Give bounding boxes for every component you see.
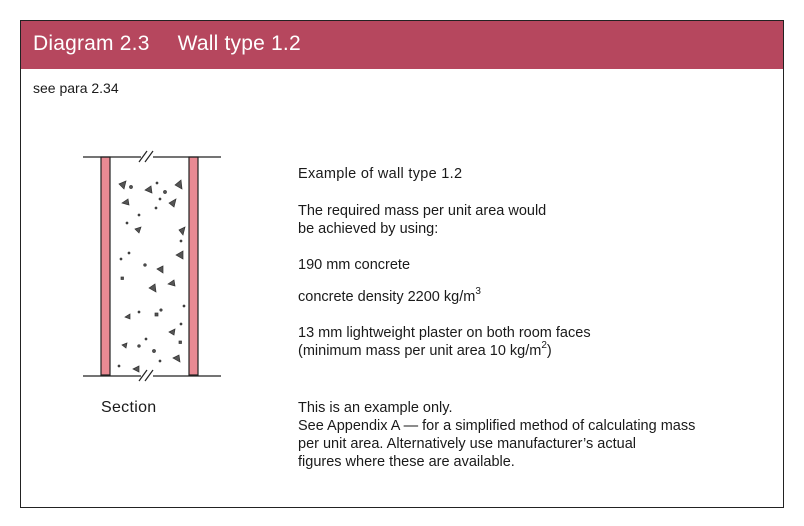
diagram-title: Wall type 1.2 [177, 32, 301, 55]
plaster-line-1: 13 mm lightweight plaster on both room faces [298, 325, 591, 341]
disclaimer-line-4: figures where these are available. [298, 454, 515, 470]
plaster-right [189, 157, 198, 375]
plaster-mass-exponent: 2 [541, 340, 547, 352]
plaster-left [101, 157, 110, 375]
density-value: concrete density 2200 kg/m [298, 289, 476, 305]
plaster-text [298, 324, 591, 360]
diagram-number: Diagram 2.3 [33, 32, 150, 55]
wall-section-drawing [79, 147, 229, 387]
mass-line-1: The required mass per unit area would [298, 203, 547, 219]
diagram-header [21, 21, 783, 69]
disclaimer-line-3: per unit area. Alternatively use manufacturer’s actual [298, 436, 636, 452]
plaster-mass-value: (minimum mass per unit area 10 kg/m [298, 343, 542, 359]
figure-caption: Section [101, 399, 157, 416]
plaster-line-2 [298, 342, 591, 360]
density-exponent: 3 [475, 286, 481, 298]
disclaimer-line-2: See Appendix A — for a simplified method of calculating mass [298, 418, 696, 434]
concrete-density-text [298, 288, 481, 306]
plaster-mass-close: ) [546, 343, 552, 359]
example-heading: Example of wall type 1.2 [298, 166, 463, 182]
diagram-panel [20, 20, 784, 508]
disclaimer-line-1: This is an example only. [298, 400, 453, 416]
paragraph-reference: see para 2.34 [33, 80, 119, 96]
mass-requirement-text [298, 202, 546, 238]
disclaimer-text [298, 399, 695, 471]
mass-line-2: be achieved by using: [298, 221, 439, 237]
concrete-thickness-text: 190 mm concrete [298, 257, 411, 273]
